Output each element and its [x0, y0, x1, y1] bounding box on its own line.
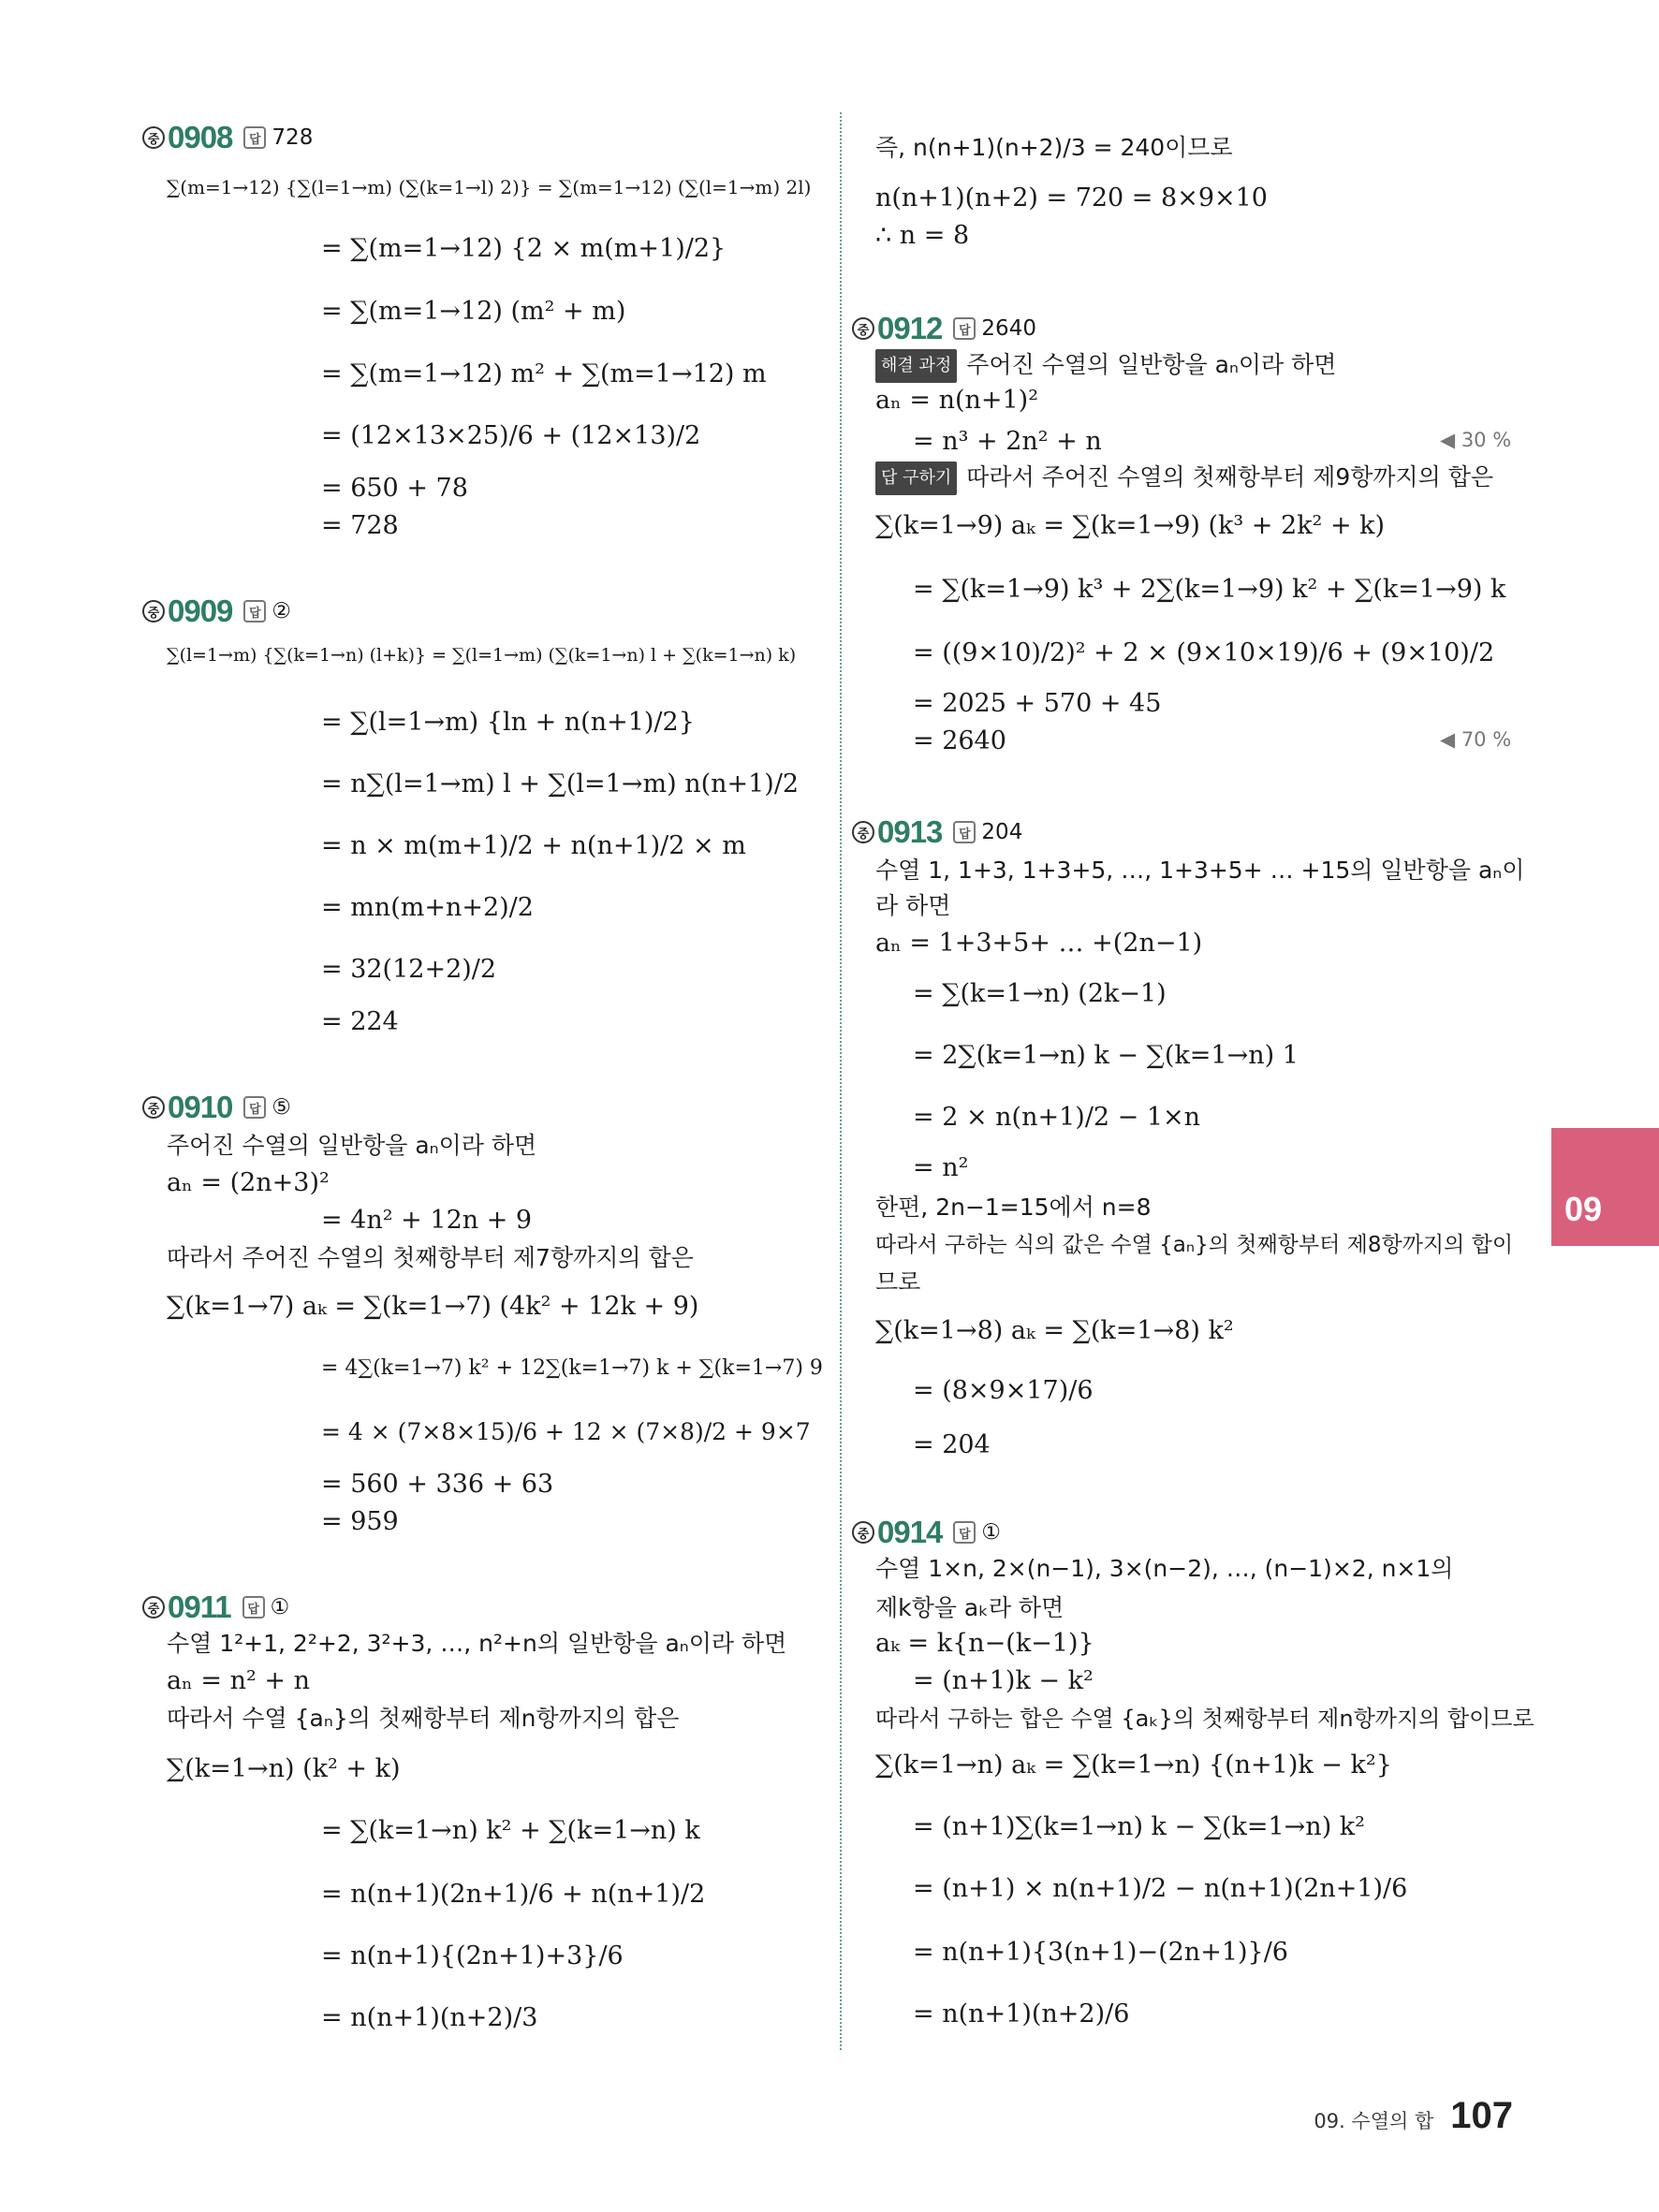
- line-text: 한편, 2n−1=15에서 n=8: [875, 1194, 1152, 1221]
- equation-line: [321, 769, 799, 800]
- equation-line: [167, 1665, 310, 1697]
- line-text: = 560 + 336 + 63: [321, 1470, 554, 1499]
- difficulty-icon: 중: [142, 1096, 165, 1119]
- problem-number: 0914: [877, 1515, 943, 1549]
- line-text: 제k항을 aₖ라 하면: [875, 1594, 1064, 1621]
- line-text: ∑(l=1→m) {∑(k=1→n) (l+k)} = ∑(l=1→m) (∑(k=1→n) l + ∑(k=1→n) k): [167, 645, 797, 666]
- line-text: 수열 1×n, 2×(n−1), 3×(n−2), …, (n−1)×2, n×1의: [875, 1555, 1454, 1582]
- equation-line: [167, 171, 811, 203]
- line-text: aₖ = k{n−(k−1)}: [875, 1629, 1094, 1658]
- line-text: ∑(k=1→8) aₖ = ∑(k=1→8) k²: [875, 1316, 1234, 1345]
- line-text: 수열 1²+1, 2²+2, 3²+3, …, n²+n의 일반항을 aₙ이라 하면: [167, 1630, 787, 1657]
- line-text: = 204: [913, 1430, 991, 1459]
- line-text: 므로: [875, 1268, 921, 1296]
- problem-number: 0910: [168, 1090, 233, 1124]
- problem-number: 0909: [168, 593, 233, 628]
- line-text: = ∑(k=1→n) k² + ∑(k=1→n) k: [321, 1816, 700, 1845]
- step-tag: 해결 과정: [875, 349, 957, 383]
- problem-header: [142, 593, 291, 629]
- line-text: = 2 × n(n+1)/2 − 1×n: [913, 1103, 1201, 1132]
- line-text: = n³ + 2n² + n: [913, 427, 1102, 456]
- line-text: 수열 1, 1+3, 1+3+5, …, 1+3+5+ … +15의 일반항을 aₙ이: [875, 857, 1525, 884]
- text-line: [167, 1703, 679, 1735]
- text-line: [875, 1592, 1064, 1624]
- equation-line: [875, 1750, 1392, 1781]
- line-text: 라 하면: [875, 892, 951, 919]
- line-text: = ∑(k=1→9) k³ + 2∑(k=1→9) k² + ∑(k=1→9) k: [913, 575, 1506, 604]
- line-text: = 728: [321, 511, 399, 540]
- answer-icon: 답: [243, 1096, 266, 1119]
- line-text: = ∑(m=1→12) m² + ∑(m=1→12) m: [321, 359, 767, 388]
- problem-header: [142, 1090, 291, 1125]
- answer-value: ⑤: [272, 1095, 292, 1120]
- chapter-side-tab: [1551, 1128, 1659, 1246]
- line-text: = n(n+1)(2n+1)/6 + n(n+1)/2: [321, 1880, 706, 1909]
- line-text: 따라서 수열 {aₙ}의 첫째항부터 제n항까지의 합은: [167, 1705, 680, 1732]
- answer-value: 728: [272, 125, 314, 150]
- difficulty-icon: 중: [852, 821, 874, 843]
- equation-line: [913, 978, 1167, 1010]
- equation-line: [321, 830, 746, 862]
- equation-line: [321, 233, 726, 265]
- equation-line: [913, 1873, 1407, 1905]
- line-text: 따라서 주어진 수열의 첫째항부터 제7항까지의 합은: [167, 1244, 694, 1271]
- line-text: ∑(m=1→12) {∑(l=1→m) (∑(k=1→l) 2)} = ∑(m=1→12) (∑(l=1→m) 2l): [167, 176, 812, 198]
- line-text: = 224: [321, 1007, 399, 1036]
- line-text: = mn(m+n+2)/2: [321, 893, 534, 922]
- text-line: [875, 461, 1493, 495]
- equation-line: [321, 1815, 700, 1847]
- difficulty-icon: 중: [142, 126, 165, 149]
- line-text: 따라서 주어진 수열의 첫째항부터 제9항까지의 합은: [966, 463, 1494, 491]
- text-line: [875, 855, 1524, 886]
- equation-line: [321, 1469, 553, 1501]
- line-text: = n²: [913, 1153, 969, 1182]
- answer-icon: 답: [953, 1521, 976, 1544]
- equation-line: [913, 637, 1494, 669]
- equation-line: [321, 1006, 399, 1038]
- problem-number: 0911: [168, 1589, 231, 1624]
- line-text: = (n+1) × n(n+1)/2 − n(n+1)(2n+1)/6: [913, 1874, 1408, 1903]
- equation-line: [167, 1753, 401, 1785]
- line-text: n(n+1)(n+2) = 720 = 8×9×10: [875, 183, 1268, 212]
- line-text: 따라서 구하는 식의 값은 수열 {aₙ}의 첫째항부터 제8항까지의 합이: [875, 1233, 1514, 1257]
- difficulty-icon: 중: [852, 1521, 874, 1544]
- equation-line: [321, 296, 625, 328]
- equation-line: [321, 473, 468, 505]
- difficulty-icon: 중: [142, 600, 165, 623]
- answer-value: 204: [981, 820, 1023, 844]
- line-text: = 32(12+2)/2: [321, 955, 497, 984]
- equation-line: [321, 707, 695, 739]
- equation-line: [321, 1941, 624, 1972]
- problem-header: [142, 1589, 289, 1625]
- equation-line: [321, 1506, 399, 1538]
- line-text: = (12×13×25)/6 + (12×13)/2: [321, 421, 701, 450]
- text-line: [875, 349, 1336, 383]
- problem-header: [852, 311, 1036, 346]
- equation-line: [913, 1375, 1094, 1407]
- line-text: = (n+1)∑(k=1→n) k − ∑(k=1→n) k²: [913, 1812, 1365, 1841]
- answer-value: ①: [270, 1595, 290, 1619]
- line-text: = n(n+1)(n+2)/6: [913, 2000, 1130, 2029]
- line-text: 즉, n(n+1)(n+2)/3 = 240이므로: [875, 134, 1233, 161]
- text-line: [875, 890, 950, 922]
- equation-line: [321, 420, 700, 452]
- equation-line: [875, 1628, 1094, 1660]
- line-text: = 650 + 78: [321, 474, 468, 503]
- line-text: = ∑(m=1→12) {2 × m(m+1)/2}: [321, 234, 727, 263]
- line-text: ∑(k=1→n) (k² + k): [167, 1754, 401, 1783]
- step-tag: 답 구하기: [875, 461, 957, 495]
- difficulty-icon: 중: [142, 1596, 165, 1619]
- answer-value: ②: [272, 599, 292, 623]
- line-text: = n(n+1)(n+2)/3: [321, 2003, 538, 2032]
- text-line: [875, 1267, 920, 1298]
- line-text: = ∑(k=1→n) (2k−1): [913, 979, 1167, 1008]
- equation-line: [913, 1429, 991, 1461]
- equation-line: [875, 510, 1385, 542]
- difficulty-icon: 중: [852, 317, 874, 340]
- answer-icon: 답: [953, 317, 976, 340]
- line-text: = 4 × (7×8×15)/6 + 12 × (7×8)/2 + 9×7: [321, 1418, 811, 1445]
- line-text: = 4∑(k=1→7) k² + 12∑(k=1→7) k + ∑(k=1→7) 9: [321, 1356, 823, 1380]
- equation-line: [913, 688, 1161, 720]
- problem-number: 0913: [877, 814, 943, 849]
- equation-line: [875, 1315, 1234, 1347]
- line-text: = 959: [321, 1507, 399, 1536]
- equation-line: [913, 1040, 1299, 1072]
- problem-number: 0912: [877, 311, 943, 345]
- equation-line: [167, 639, 796, 671]
- equation-line: [321, 2002, 537, 2034]
- footer-chapter-title: 09. 수열의 합: [1314, 2110, 1434, 2132]
- equation-line: [321, 359, 767, 390]
- answer-icon: 답: [953, 821, 976, 843]
- column-divider: [840, 112, 842, 2050]
- line-text: = ∑(l=1→m) {ln + n(n+1)/2}: [321, 708, 695, 737]
- line-text: = n(n+1){(2n+1)+3}/6: [321, 1941, 624, 1970]
- answer-icon: 답: [243, 600, 266, 623]
- equation-line: [321, 892, 534, 924]
- line-text: ∴ n = 8: [875, 221, 970, 250]
- equation-line: [875, 220, 969, 252]
- line-text: = ∑(m=1→12) (m² + m): [321, 297, 626, 326]
- equation-line: [913, 426, 1102, 458]
- line-text: = ((9×10)/2)² + 2 × (9×10×19)/6 + (9×10)/2: [913, 638, 1495, 667]
- text-line: [167, 1628, 786, 1660]
- line-text: aₙ = n(n+1)²: [875, 386, 1039, 415]
- answer-icon: 답: [243, 126, 266, 149]
- line-text: ∑(k=1→7) aₖ = ∑(k=1→7) (4k² + 12k + 9): [167, 1292, 699, 1321]
- equation-line: [913, 1665, 1094, 1697]
- problem-header: [852, 814, 1022, 850]
- text-line: [875, 1703, 1534, 1735]
- line-text: 주어진 수열의 일반항을 aₙ이라 하면: [167, 1132, 537, 1159]
- problem-header: [852, 1515, 1001, 1550]
- equation-line: [913, 1999, 1129, 2030]
- text-line: [875, 1553, 1453, 1585]
- equation-line: [167, 1291, 698, 1323]
- equation-line: [913, 574, 1505, 606]
- score-percent: ◀ 30 %: [1440, 429, 1512, 451]
- equation-line: [913, 1811, 1365, 1843]
- answer-value: ①: [981, 1520, 1002, 1545]
- equation-line: [321, 1416, 811, 1448]
- equation-line: [321, 1205, 532, 1237]
- text-line: [167, 1130, 536, 1162]
- equation-line: [875, 385, 1038, 417]
- line-text: ∑(k=1→n) aₖ = ∑(k=1→n) {(n+1)k − k²}: [875, 1751, 1392, 1780]
- line-text: 따라서 구하는 합은 수열 {aₖ}의 첫째항부터 제n항까지의 합이므로: [875, 1706, 1534, 1732]
- page-number: 107: [1450, 2095, 1513, 2136]
- line-text: = 2025 + 570 + 45: [913, 689, 1162, 718]
- answer-value: 2640: [981, 316, 1036, 341]
- equation-line: [321, 1353, 823, 1384]
- equation-line: [913, 725, 1006, 757]
- text-line: [875, 1229, 1513, 1261]
- line-text: ∑(k=1→9) aₖ = ∑(k=1→9) (k³ + 2k² + k): [875, 511, 1386, 540]
- line-text: = (8×9×17)/6: [913, 1376, 1094, 1405]
- line-text: 주어진 수열의 일반항을 aₙ이라 하면: [966, 351, 1337, 378]
- line-text: aₙ = (2n+3)²: [167, 1168, 330, 1197]
- text-line: [875, 1192, 1152, 1223]
- problem-header: [142, 120, 313, 155]
- equation-line: [321, 954, 496, 986]
- line-text: aₙ = n² + n: [167, 1666, 310, 1695]
- equation-line: [913, 1102, 1200, 1134]
- equation-line: [321, 1879, 705, 1911]
- chapter-tab-label: 09: [1564, 1190, 1603, 1228]
- text-line: [875, 132, 1233, 164]
- answer-icon: 답: [242, 1596, 265, 1619]
- equation-line: [321, 510, 399, 542]
- line-text: aₙ = 1+3+5+ … +(2n−1): [875, 929, 1203, 958]
- line-text: = n × m(m+1)/2 + n(n+1)/2 × m: [321, 831, 746, 860]
- page-footer: [1314, 2095, 1513, 2137]
- line-text: = 4n² + 12n + 9: [321, 1206, 533, 1235]
- line-text: = 2∑(k=1→n) k − ∑(k=1→n) 1: [913, 1041, 1299, 1070]
- line-text: = 2640: [913, 726, 1006, 755]
- line-text: = n(n+1){3(n+1)−(2n+1)}/6: [913, 1938, 1288, 1967]
- equation-line: [875, 183, 1268, 214]
- problem-number: 0908: [168, 120, 233, 154]
- equation-line: [167, 1167, 330, 1199]
- text-line: [167, 1242, 694, 1274]
- score-percent: ◀ 70 %: [1440, 728, 1512, 751]
- equation-line: [875, 928, 1202, 960]
- equation-line: [913, 1152, 968, 1184]
- line-text: = n∑(l=1→m) l + ∑(l=1→m) n(n+1)/2: [321, 769, 800, 798]
- equation-line: [913, 1937, 1288, 1969]
- line-text: = (n+1)k − k²: [913, 1666, 1094, 1695]
